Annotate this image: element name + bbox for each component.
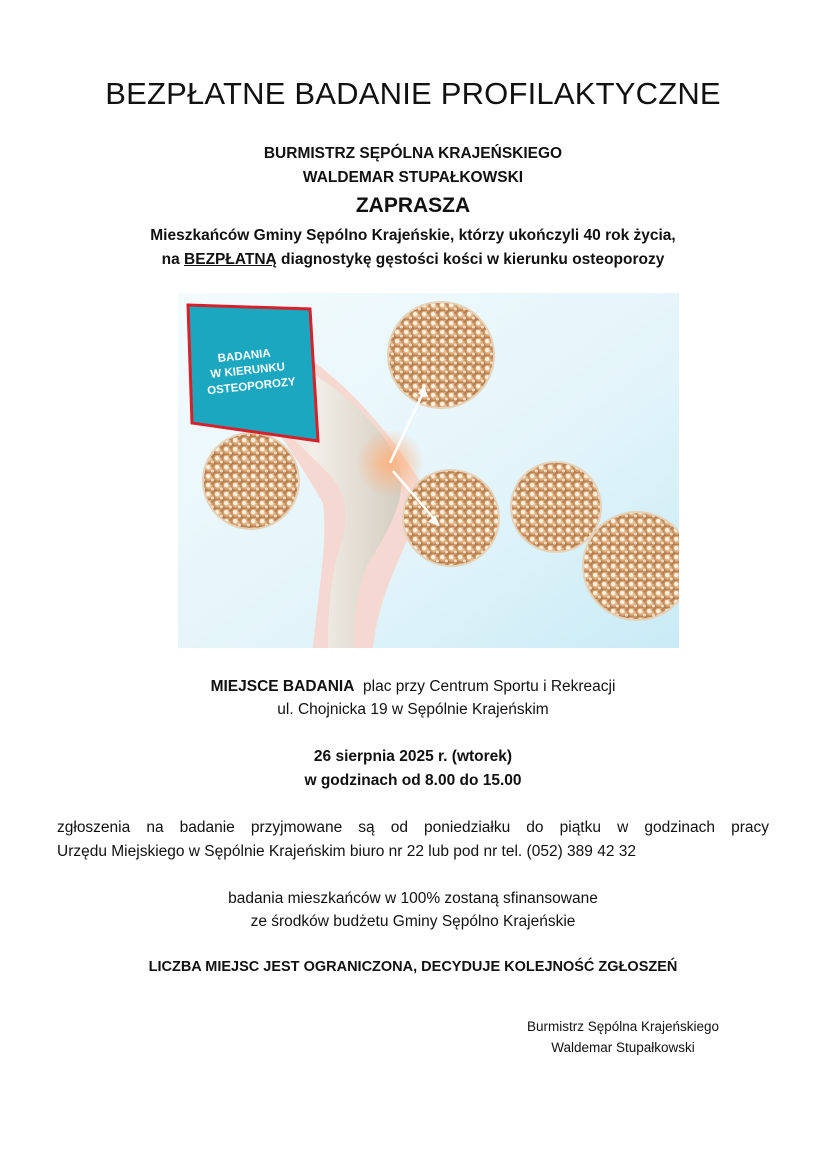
header-line-mayor-title: BURMISTRZ SĘPÓLNA KRAJEŃSKIEGO	[263, 145, 563, 162]
page-title: BEZPŁATNE BADANIE PROFILAKTYCZNE	[105, 76, 721, 111]
bone-illustration-svg	[178, 293, 679, 648]
location-place: plac przy Centrum Sportu i Rekreacji	[354, 678, 616, 695]
header-line-mayor-name: WALDEMAR STUPAŁKOWSKI	[302, 169, 524, 186]
purpose-line	[0, 251, 826, 269]
event-date: 26 sierpnia 2025 r. (wtorek)	[313, 748, 513, 765]
purpose-suffix: diagnostykę gęstości kości w kierunku osteoporozy	[276, 251, 665, 268]
badge-text-line2: W KIERUNKU	[209, 361, 286, 381]
invite-heading: ZAPRASZA	[355, 194, 471, 217]
purpose-emphasis: BEZPŁATNĄ	[184, 251, 277, 268]
event-hours: w godzinach od 8.00 do 15.00	[304, 772, 522, 789]
badge-text-line3: OSTEOPOROZY	[206, 376, 297, 398]
registration-line1: zgłoszenia na badanie przyjmowane są od poniedziałku do piątku w godzinach pracy	[57, 819, 769, 836]
signature-title: Burmistrz Sępólna Krajeńskiego	[526, 1019, 720, 1034]
signature-name: Waldemar Stupałkowski	[551, 1040, 695, 1055]
funding-line1: badania mieszkańców w 100% zostaną sfinansowane	[228, 890, 598, 907]
location-address: ul. Chojnicka 19 w Sępólnie Krajeńskim	[277, 701, 549, 718]
registration-line2: Urzędu Miejskiego w Sępólnie Krajeńskim biuro nr 22 lub pod nr tel. (052) 389 42 32	[57, 843, 636, 860]
audience-line: Mieszkańców Gminy Sępólno Krajeńskie, którzy ukończyli 40 rok życia,	[150, 227, 676, 244]
osteoporosis-illustration	[178, 293, 679, 648]
funding-line2: ze środków budżetu Gminy Sępólno Krajeńskie	[250, 913, 576, 930]
badge-text-line1: BADANIA	[217, 347, 272, 366]
osteoporosis-badge	[188, 305, 318, 441]
purpose-prefix: na	[161, 251, 185, 268]
location-label: MIEJSCE BADANIA	[210, 678, 355, 695]
limited-places-notice: LICZBA MIEJSC JEST OGRANICZONA, DECYDUJE KOLEJNOŚĆ ZGŁOSZEŃ	[148, 959, 678, 975]
location-line	[0, 678, 826, 696]
